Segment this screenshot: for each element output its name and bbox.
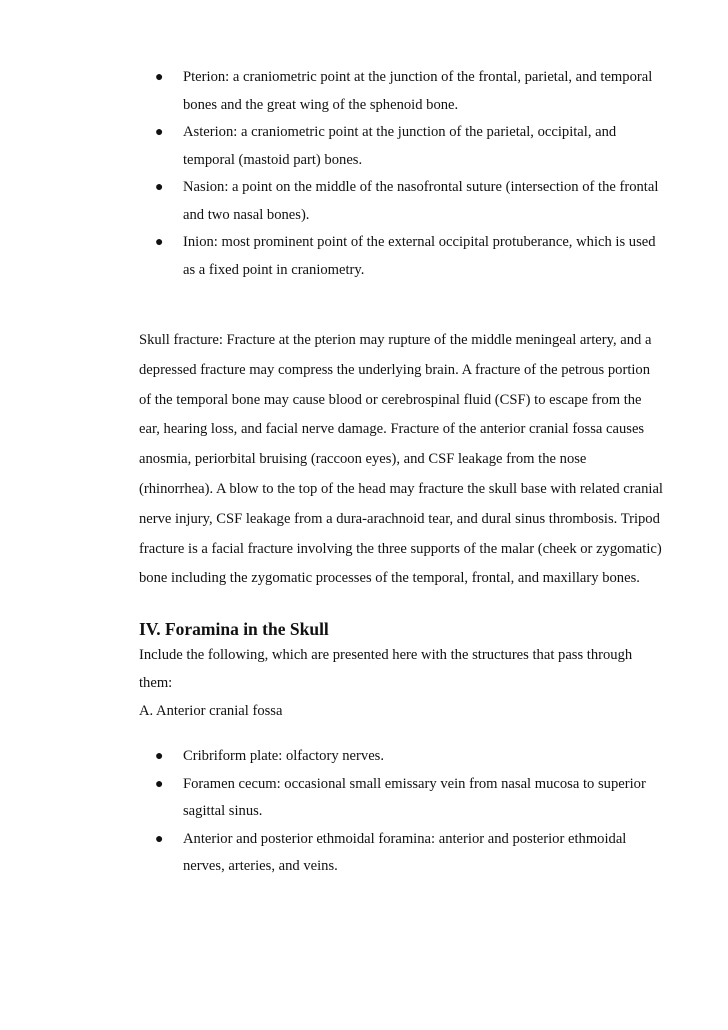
list-item: ● Inion: most prominent point of the external occipital protuberance, which is used as a fixed point in craniometry. bbox=[139, 229, 664, 284]
spacer bbox=[139, 594, 664, 617]
list-item: ● Cribriform plate: olfactory nerves. bbox=[139, 743, 664, 771]
list-item: ● Pterion: a craniometric point at the junction of the frontal, parietal, and temporal bones and the great wing of the sphenoid bone. bbox=[139, 64, 664, 119]
subsection-label: A. Anterior cranial fossa bbox=[139, 703, 283, 720]
skull-fracture-paragraph: Skull fracture: Fracture at the pterion may rupture of the middle meningeal artery, and a depressed fracture may compress the underlying brain. A fracture of the petrous portion of the temporal bone may cause blood or cerebrospinal fluid (CSF) to escape from the ear, hearing loss, and facial nerve damage. Fracture of the anterior cranial fossa causes anosmia, periorbital bruising (raccoon eyes), and CSF leakage from the nose (rhinorrhea). A blow to the top of the head may fracture the skull base with related cranial nerve injury, CSF leakage from a dura-arachnoid tear, and dural sinus thrombosis. Tripod fracture is a facial fracture involving the three supports of the malar (cheek or zygomatic) bone including the zygomatic processes of the temporal, frontal, and maxillary bones. bbox=[139, 332, 663, 587]
list-item: ● Foramen cecum: occasional small emissary vein from nasal mucosa to superior sagittal sinus. bbox=[139, 771, 664, 826]
section-heading: IV. Foramina in the Skull bbox=[139, 619, 329, 640]
list-item: ● Anterior and posterior ethmoidal foramina: anterior and posterior ethmoidal nerves, arteries, and veins. bbox=[139, 826, 664, 881]
list-item: ● Asterion: a craniometric point at the junction of the parietal, occipital, and temporal (mastoid part) bones. bbox=[139, 119, 664, 174]
bullet-icon: ● bbox=[155, 749, 164, 765]
foramina-list bbox=[139, 743, 664, 881]
bullet-icon: ● bbox=[155, 831, 164, 847]
bullet-icon: ● bbox=[155, 125, 164, 140]
bullet-icon: ● bbox=[155, 776, 164, 792]
craniometric-points-list bbox=[139, 64, 664, 284]
section-intro: Include the following, which are presented here with the structures that pass through them: bbox=[139, 647, 633, 692]
bullet-icon: ● bbox=[155, 180, 164, 195]
page-content bbox=[139, 64, 664, 881]
list-item: ● Nasion: a point on the middle of the nasofrontal suture (intersection of the frontal and two nasal bones). bbox=[139, 174, 664, 229]
bullet-icon: ● bbox=[155, 235, 164, 250]
spacer bbox=[139, 284, 664, 326]
bullet-icon: ● bbox=[155, 70, 164, 85]
spacer bbox=[139, 725, 664, 743]
